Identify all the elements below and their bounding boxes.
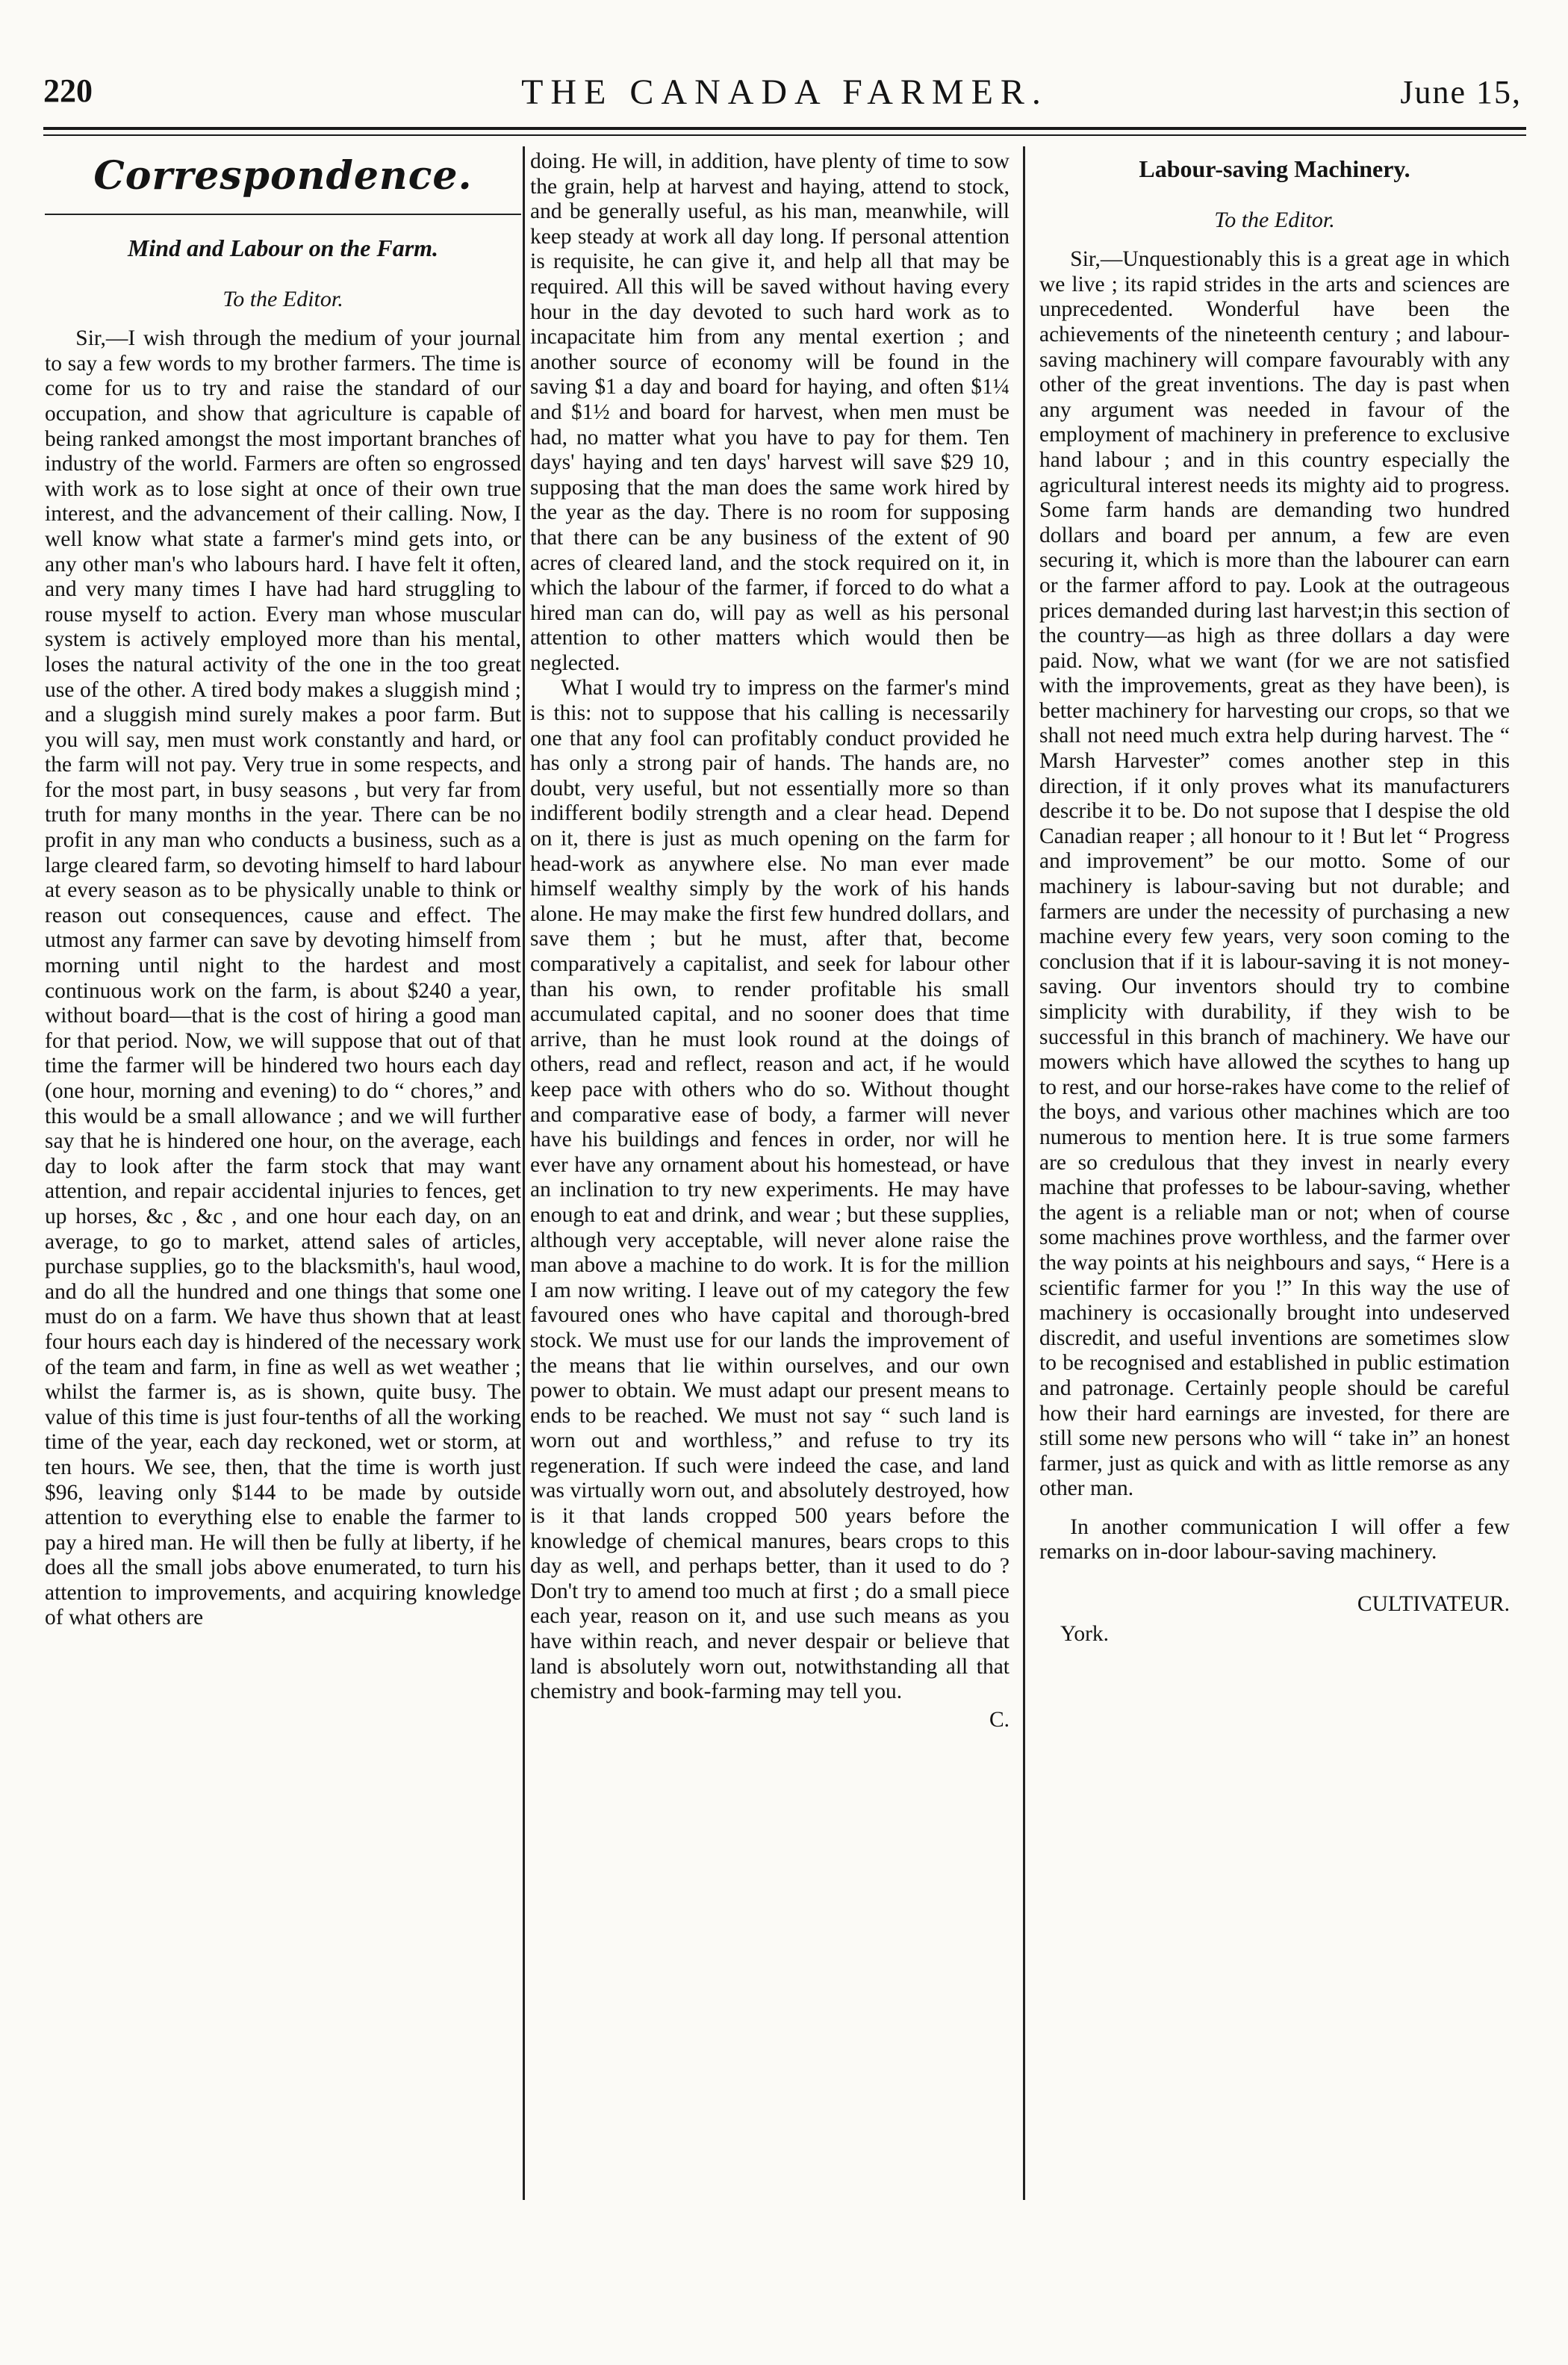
page-number: 220 [43, 72, 93, 109]
article-paragraph: Sir,—Unquestionably this is a great age in which we live ; its rapid strides in the arts and sciences are unprecedented. Wonderful have been the achievements of the nineteenth century ; and labour-saving machinery will compare favourably with any other of the great inventions. The day is past when any argument was needed in favour of the employment of machinery in preference to exclusive hand labour ; and in this country especially the agricultural interest needs its mighty aid to progress. Some farm hands are demanding two hundred dollars and board per annum, a few are even securing it, which is more than the labourer can earn or the farmer afford to pay. Look at the outrageous prices demanded during last harvest;in this section of the country—as high as three dollars a day were paid. Now, what we want (for we are not satisfied with the improvements, great as they have been), is better machinery for harvesting our crops, so that we shall not need much extra help during harvest. The “ Marsh Harvester” comes another step in this direction, if it only proves what its manufacturers describe it to be. Do not supose that I despise the old Canadian reaper ; all honour to it ! But let “ Progress and improvement” be our motto. Some of our machinery is labour-saving but not durable; and farmers are under the necessity of purchasing a new machine every few years, very soon coming to the conclusion that if it is labour-saving it is not money-saving. Our inventors should try to combine simplicity with durability, if they wish to be successful in this branch of machinery. We have our mowers which have allowed the scythes to hang up to rest, and our horse-rakes have come to the relief of the boys, and various other machines which are too numerous to mention here. It is true some farmers are so credulous that they invest in nearly every machine that professes to be labour-saving, whether the agent is a reliable man or not; when of course some machines prove worthless, and the farmer over the way points at his neighbours and says, “ Here is a scientific farmer for you !” In this way the use of machinery is occasionally brought into undeserved discredit, and useful inventions are sometimes slow to be recognised and established in public estimation and patronage. Certainly people should be careful how their hard earnings are invested, for there are still some new persons who will “ take in” an honest farmer, just as quick and with as little remorse as any other man. [1039, 247, 1510, 1501]
header-rule-thin [43, 134, 1526, 136]
author-signature: CULTIVATEUR. [1357, 1592, 1510, 1617]
column-1 [45, 149, 521, 1631]
column-divider [1023, 146, 1025, 2200]
column-divider [523, 146, 525, 2200]
column-3 [1039, 149, 1510, 1647]
article-paragraph: doing. He will, in addition, have plenty of time to sow the grain, help at harvest and haying, attend to stock, and be generally useful, as his man, meanwhile, will keep steady at work all day long. If personal attention is requisite, he can give it, and help all that may be required. All this will be saved without having every hour in the day devoted to such hard work as to incapacitate him from any mental exertion ; and another source of economy will be found in the saving $1 a day and board for haying, and often $1¼ and $1½ and board for harvest, when men must be had, no matter what you have to pay for them. Ten days' haying and ten days' harvest will save $29 10, supposing that the man does the same work hired by the year as the day. There is no room for supposing that there can be any business of the extent of 90 acres of cleared land, and the stock required on it, in which the labour of the farmer, if forced to do what a hired man can do, will pay as well as his personal attention to other matters which would then be neglected. [530, 149, 1009, 675]
column-2 [530, 149, 1009, 1732]
header-rule-thick [43, 127, 1526, 130]
issue-date: June 15, [1400, 74, 1522, 111]
section-title: Correspondence. [93, 153, 473, 199]
page-header [43, 72, 1526, 116]
article-title: Labour-saving Machinery. [1139, 155, 1410, 182]
article-paragraph: What I would try to impress on the farmer's mind is this: not to suppose that his calling is necessarily one that any fool can profitably conduct provided he has only a strong pair of hands. The hands are, no doubt, very useful, but not essentially more so than indifferent bodily strength and a clear head. Depend on it, there is just as much opening on the farm for head-work as anywhere else. No man ever made himself wealthy simply by the work of his hands alone. He may make the first few hundred dollars, and save them ; but he must, after that, become comparatively a capitalist, and seek for labour other than his own, to render profitable his small accumulated capital, and no sooner does that time arrive, than he must look round at the doings of others, read and reflect, reason and act, if he would keep pace with others who do so. Without thought and comparative ease of body, a farmer will never have his buildings and fences in order, nor will he ever have any ornament about his homestead, or have an inclination to try new experiments. He may have enough to eat and drink, and wear ; but these supplies, although very acceptable, will never alone raise the man above a machine to do work. It is for the million I am now writing. I leave out of my category the few favoured ones who have capital and thorough-bred stock. We must use for our lands the improvement of the means that lie within ourselves, and our own power to obtain. We must adapt our present means to ends to be reached. We must not say “ such land is worn out and worthless,” and refuse to try its regeneration. If such were indeed the case, and land was virtually worn out, and absolutely destroyed, how is it that lands cropped 500 years before the knowledge of chemical manures, bears crops to this day as well, and perhaps better, than it used to do ? Don't try to amend too much at first ; do a small piece each year, reason on it, and use such means as you have within reach, and never despair or believe that land is absolutely worn out, notwithstanding all that chemistry and book-farming may tell you. [530, 676, 1009, 1704]
salutation: To the Editor. [223, 286, 343, 311]
article-paragraph: In another communication I will offer a few remarks on in-door labour-saving machinery. [1039, 1514, 1510, 1564]
salutation: To the Editor. [1214, 207, 1335, 232]
newspaper-title: THE CANADA FARMER. [521, 72, 1048, 112]
author-location: York. [1060, 1622, 1110, 1647]
section-divider [45, 214, 521, 215]
article-title: Mind and Labour on the Farm. [127, 234, 439, 261]
article-paragraph: Sir,—I wish through the medium of your journal to say a few words to my brother farmers. The time is come for us to try and raise the standard of our occupation, and show that agriculture is capable of being ranked amongst the most important branches of industry of the world. Farmers are often so engrossed with work as to lose sight at once of their own true interest, and the advancement of their calling. Now, I well know what state a farmer's mind gets into, or any other man's who labours hard. I have felt it often, and very many times I have had hard struggling to rouse myself to action. Every man whose muscular system is actively employed more than his mental, loses the natural activity of the one in the too great use of the other. A tired body makes a sluggish mind ; and a sluggish mind surely makes a poor farm. But you will say, men must work constantly and hard, or the farm will not pay. Very true in some respects, and for the most part, in busy seasons , but very far from truth for many months in the year. There can be no profit in any man who conducts a business, such as a large cleared farm, so devoting himself to hard labour at every season as to be physically unable to think or reason out consequences, cause and effect. The utmost any farmer can save by devoting himself from morning until night to the hardest and most continuous work on the farm, is about $240 a year, without board—that is the cost of hiring a good man for that period. Now, we will suppose that out of that time the farmer will be hindered two hours each day (one hour, morning and evening) to do “ chores,” and this would be a small allowance ; and we will further say that he is hindered one hour, on the average, each day to look after the farm stock that may want attention, and repair accidental injuries to fences, get up horses, &c , &c , and one hour each day, on an average, to go to market, attend sales of articles, purchase supplies, go to the blacksmith's, haul wood, and do all the hundred and one things that some one must do on a farm. We have thus shown that at least four hours each day is hindered of the necessary work of the team and farm, in fine as well as wet weather ; whilst the farmer is, as is shown, quite busy. The value of this time is just four-tenths of all the working time of the year, each day reckoned, wet or storm, at ten hours. We see, then, that the time is worth just $96, leaving only $144 to be made by outside attention to everything else to enable the farmer to pay a hired man. He will then be fully at liberty, if he does all the small jobs above enumerated, to turn his attention to improvements, and acquiring knowledge of what others are [45, 326, 521, 1630]
author-signature: C. [989, 1707, 1009, 1732]
